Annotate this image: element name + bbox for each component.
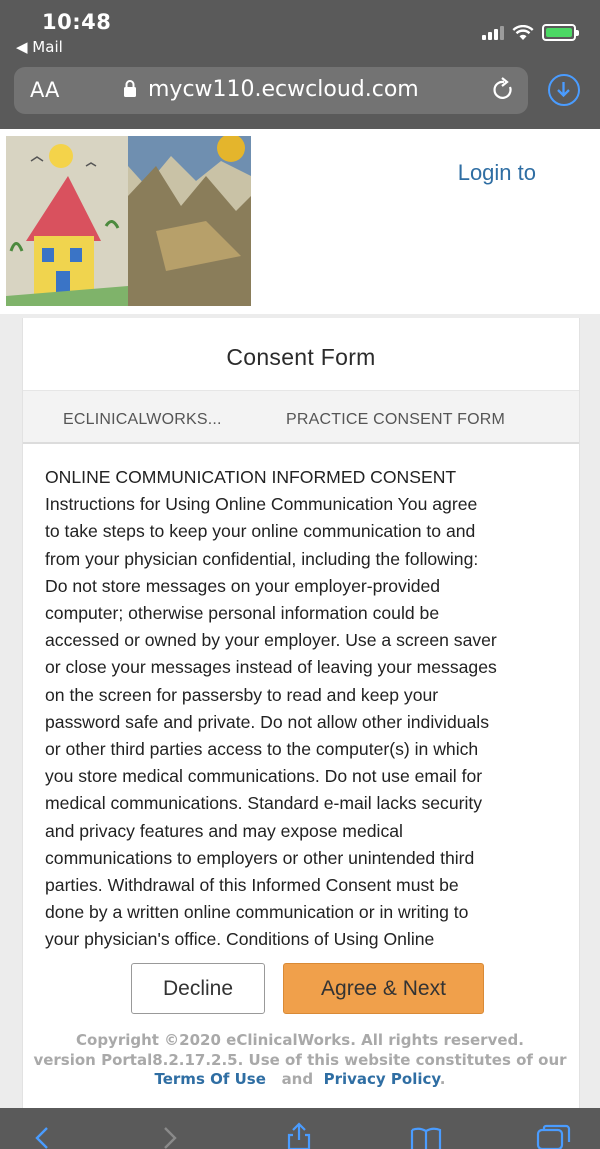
tabs-icon[interactable] (536, 1124, 572, 1149)
portal-header (0, 129, 600, 314)
browser-toolbar (0, 1108, 600, 1149)
status-icons (482, 24, 576, 41)
text-size-button[interactable]: AA (30, 78, 60, 102)
consent-line: Do not store messages on your employer-provided (45, 575, 441, 596)
consent-line: accessed or owned by your employer. Use a screen saver (45, 630, 497, 651)
page-title: Consent Form (226, 344, 376, 370)
back-icon[interactable] (34, 1126, 50, 1149)
privacy-policy-link[interactable]: Privacy Policy (323, 1070, 440, 1088)
consent-line: or other third parties access to the computer(s) in which (45, 739, 479, 760)
status-time: 10:48 (42, 10, 112, 34)
consent-line: computer; otherwise personal information could be (45, 603, 440, 624)
back-to-mail-link[interactable]: ◀ Mail (16, 38, 63, 56)
lock-icon (122, 79, 138, 99)
forward-icon[interactable] (162, 1126, 178, 1149)
consent-line: to take steps to keep your online communication to and (45, 521, 476, 542)
consent-line: or close your messages instead of leaving your messages (45, 657, 497, 678)
consent-line: Instructions for Using Online Communication You agree (45, 494, 478, 515)
login-link[interactable]: Login to (457, 160, 536, 185)
bookmarks-icon[interactable] (410, 1126, 442, 1149)
wifi-icon (512, 25, 534, 41)
consent-line: on the screen for passersby to read and keep your (45, 684, 439, 705)
decline-button[interactable]: Decline (131, 963, 265, 1014)
address-bar[interactable] (14, 67, 528, 114)
signal-icon (482, 26, 504, 40)
version-text: version Portal8.2.17.2.5. Use of this website constitutes of our (33, 1050, 567, 1069)
tab-eclinicalworks[interactable]: ECLINICALWORKS... (63, 411, 222, 428)
footer (0, 1031, 600, 1090)
practice-logo-image (6, 136, 251, 306)
consent-line: and privacy features and may expose medical (45, 820, 403, 841)
consent-line: your physician's office. Conditions of Using Online (45, 929, 435, 950)
consent-line: done by a written online communication or in writing to (45, 902, 469, 923)
consent-line: you store medical communications. Do not use email for (45, 766, 483, 787)
consent-tabs (23, 390, 579, 444)
footer-links (0, 1070, 600, 1090)
consent-line: medical communications. Standard e-mail lacks security (45, 793, 483, 814)
and-text: and (281, 1070, 314, 1088)
agree-next-button[interactable]: Agree & Next (283, 963, 484, 1014)
tab-practice-consent-form[interactable]: PRACTICE CONSENT FORM (286, 411, 506, 428)
consent-line: communications to employers or other unintended third (45, 847, 475, 868)
browser-chrome (0, 0, 600, 129)
copyright-text: Copyright ©2020 eClinicalWorks. All rights reserved. (76, 1031, 524, 1049)
period-text: . (439, 1070, 446, 1088)
url-text[interactable]: mycw110.ecwcloud.com (148, 77, 419, 102)
battery-charging-icon (542, 24, 576, 41)
consent-line: password safe and private. Do not allow other individuals (45, 711, 490, 732)
share-icon[interactable] (284, 1122, 314, 1149)
download-icon[interactable] (548, 74, 580, 106)
terms-of-use-link[interactable]: Terms Of Use (154, 1070, 266, 1088)
consent-line: ONLINE COMMUNICATION INFORMED CONSENT (45, 467, 457, 487)
consent-text (45, 464, 559, 954)
consent-line: parties. Withdrawal of this Informed Consent must be (45, 875, 459, 896)
reload-icon[interactable] (490, 76, 516, 104)
consent-line: from your physician confidential, including the following: (45, 548, 479, 569)
